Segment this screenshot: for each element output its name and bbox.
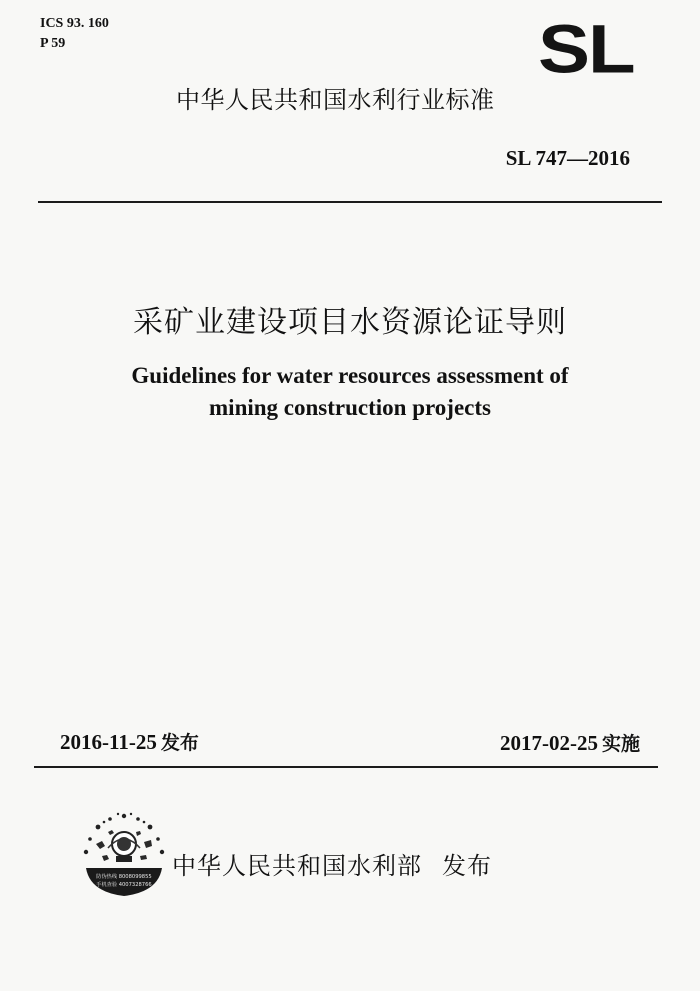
- effective-date: [500, 729, 640, 756]
- title-chinese: 采矿业建设项目水资源论证导则: [133, 305, 567, 340]
- issuer-title: 中华人民共和国水利行业标准: [176, 86, 495, 114]
- bottom-divider: [34, 766, 658, 768]
- publisher-action: 发布: [442, 852, 492, 880]
- publisher-line: [172, 846, 492, 881]
- issue-date-value: 2016-11-25: [60, 730, 157, 754]
- publisher-name: 中华人民共和国水利部: [172, 852, 422, 880]
- issue-date: [60, 728, 199, 755]
- title-english: [0, 360, 700, 424]
- anti-counterfeit-seal-icon: [78, 808, 170, 900]
- classification-code: P 59: [40, 36, 66, 51]
- issue-date-label: 发布: [160, 732, 199, 754]
- sl-logo: SL: [538, 9, 634, 88]
- standard-number: SL 747—2016: [505, 146, 630, 170]
- ics-code: ICS 93. 160: [40, 16, 109, 31]
- top-divider: [38, 201, 662, 203]
- seal-line1: 防伪热线 8008099855: [96, 874, 152, 880]
- classification-codes: [40, 14, 109, 54]
- title-english-line2: mining construction projects: [209, 395, 491, 420]
- title-english-line1: Guidelines for water resources assessment of: [131, 363, 569, 388]
- effective-date-label: 实施: [601, 733, 640, 755]
- effective-date-value: 2017-02-25: [499, 731, 598, 755]
- seal-line2: 手机查验 4007328766: [96, 882, 152, 888]
